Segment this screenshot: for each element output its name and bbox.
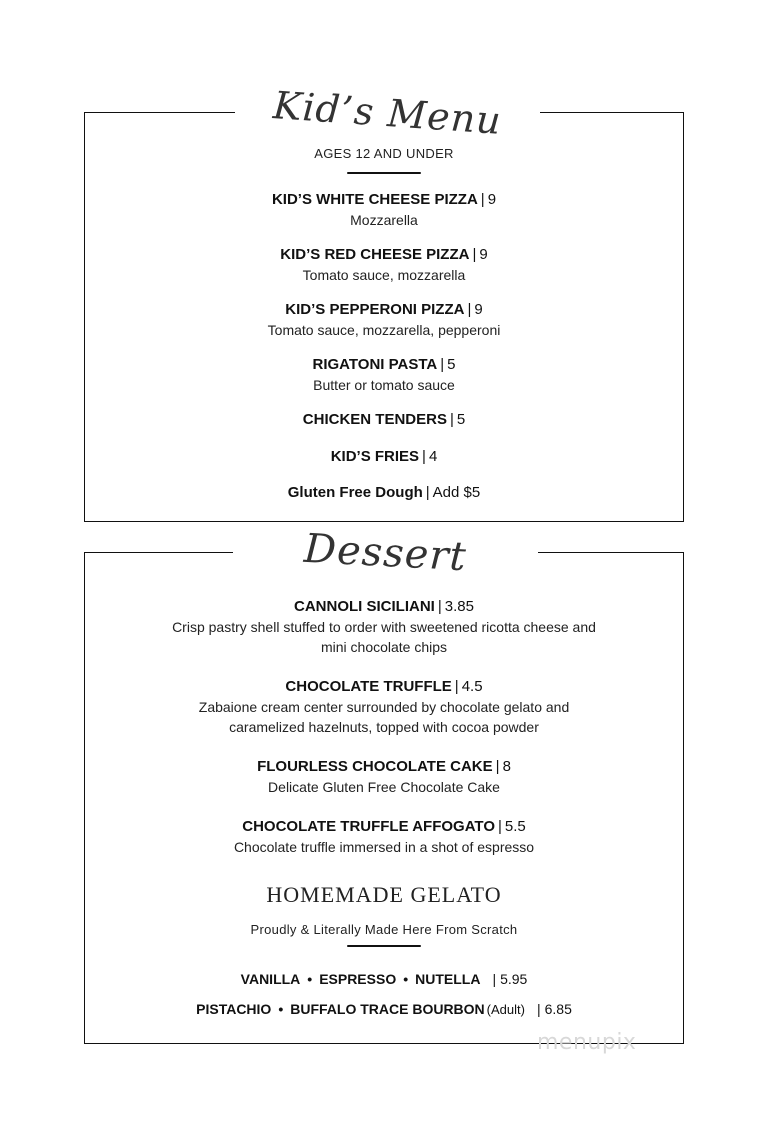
item-price: 9	[474, 301, 483, 318]
menu-item: RIGATONI PASTA | 5 Butter or tomato sauce	[85, 355, 683, 395]
menu-item: KID’S WHITE CHEESE PIZZA | 9 Mozzarella	[85, 190, 683, 230]
gelato-divider	[347, 945, 421, 947]
flavor: PISTACHIO	[196, 1001, 272, 1017]
gelato-heading: HOMEMADE GELATO	[266, 882, 502, 907]
item-name: CANNOLI SICILIANI	[294, 598, 435, 615]
item-price: 3.85	[444, 598, 474, 615]
gelato-tagline: Proudly & Literally Made Here From Scratch	[250, 922, 518, 937]
item-description: Delicate Gluten Free Chocolate Cake	[268, 779, 500, 795]
dessert-title-gap	[233, 525, 538, 581]
menu-item: CHOCOLATE TRUFFLE | 4.5 Zabaione cream center surrounded by chocolate gelato and caramelized hazelnuts, topped with cocoa powder	[85, 677, 683, 737]
flavor: BUFFALO TRACE BOURBON	[290, 1001, 485, 1017]
item-price: Add $5	[432, 484, 481, 501]
menu-item: CHICKEN TENDERS | 5	[302, 411, 466, 428]
gelato-price: 6.85	[544, 1001, 572, 1017]
flavor: NUTELLA	[415, 971, 481, 987]
menu-item: KID’S FRIES | 4	[330, 448, 438, 465]
kids-menu-title: Kid’s Menu	[271, 83, 504, 143]
item-price: 9	[479, 246, 488, 263]
flavor-note: (Adult)	[486, 1002, 525, 1017]
gelato-row-1: VANILLA • ESPRESSO • NUTELLA | 5.95	[240, 971, 528, 987]
gelato-row-2: PISTACHIO • BUFFALO TRACE BOURBON (Adult) | 6.85	[196, 1001, 572, 1017]
item-description: Chocolate truffle immersed in a shot of espresso	[233, 839, 535, 855]
item-name: KID’S RED CHEESE PIZZA	[280, 246, 470, 263]
kids-menu-panel	[84, 83, 684, 522]
item-name: FLOURLESS CHOCOLATE CAKE	[257, 758, 493, 775]
item-name: CHOCOLATE TRUFFLE	[285, 678, 452, 695]
menu-item: CANNOLI SICILIANI | 3.85 Crisp pastry shell stuffed to order with sweetened ricotta cheese and mini chocolate chips	[85, 597, 683, 657]
item-name: KID’S PEPPERONI PIZZA	[285, 301, 465, 318]
item-price: 5	[456, 411, 466, 428]
item-price: 4.5	[461, 678, 483, 695]
kids-divider	[347, 172, 421, 174]
item-description: mini chocolate chips	[320, 639, 448, 655]
item-description: Crisp pastry shell stuffed to order with sweetened ricotta cheese and	[172, 619, 596, 635]
watermark-logo: menupix	[537, 1030, 637, 1055]
item-name: Gluten Free Dough	[287, 484, 423, 501]
flavor: VANILLA	[240, 971, 301, 987]
item-description: caramelized hazelnuts, topped with cocoa powder	[229, 719, 539, 735]
item-price: 8	[502, 758, 511, 775]
menu-item: KID’S PEPPERONI PIZZA | 9 Tomato sauce, mozzarella, pepperoni	[85, 300, 683, 340]
menu-item: CHOCOLATE TRUFFLE AFFOGATO | 5.5 Chocolate truffle immersed in a shot of espresso	[85, 817, 683, 857]
item-name: RIGATONI PASTA	[312, 356, 438, 373]
item-description: Zabaione cream center surrounded by chocolate gelato and	[198, 699, 570, 715]
dessert-menu-title: Dessert	[303, 525, 468, 581]
gelato-price: 5.95	[500, 971, 528, 987]
item-name: CHICKEN TENDERS	[302, 411, 447, 428]
item-price: 5	[447, 356, 456, 373]
item-price: 9	[487, 191, 497, 208]
item-description: Butter or tomato sauce	[313, 377, 455, 393]
kids-title-gap	[235, 83, 540, 143]
item-description: Tomato sauce, mozzarella, pepperoni	[267, 322, 501, 338]
item-description: Mozzarella	[350, 212, 418, 228]
item-description: Tomato sauce, mozzarella	[302, 267, 466, 283]
menu-item: Gluten Free Dough | Add $5	[287, 484, 481, 501]
item-name: KID’S FRIES	[330, 448, 420, 465]
item-price: 4	[428, 448, 438, 465]
flavor: ESPRESSO	[319, 971, 397, 987]
dessert-menu-panel	[84, 525, 684, 1044]
menu-item: KID’S RED CHEESE PIZZA | 9 Tomato sauce, mozzarella	[85, 245, 683, 285]
item-price: 5.5	[504, 818, 526, 835]
item-name: KID’S WHITE CHEESE PIZZA	[271, 191, 478, 208]
menu-item: FLOURLESS CHOCOLATE CAKE | 8 Delicate Gluten Free Chocolate Cake	[85, 757, 683, 797]
kids-age-subtitle: AGES 12 AND UNDER	[314, 146, 454, 161]
item-name: CHOCOLATE TRUFFLE AFFOGATO	[242, 818, 495, 835]
